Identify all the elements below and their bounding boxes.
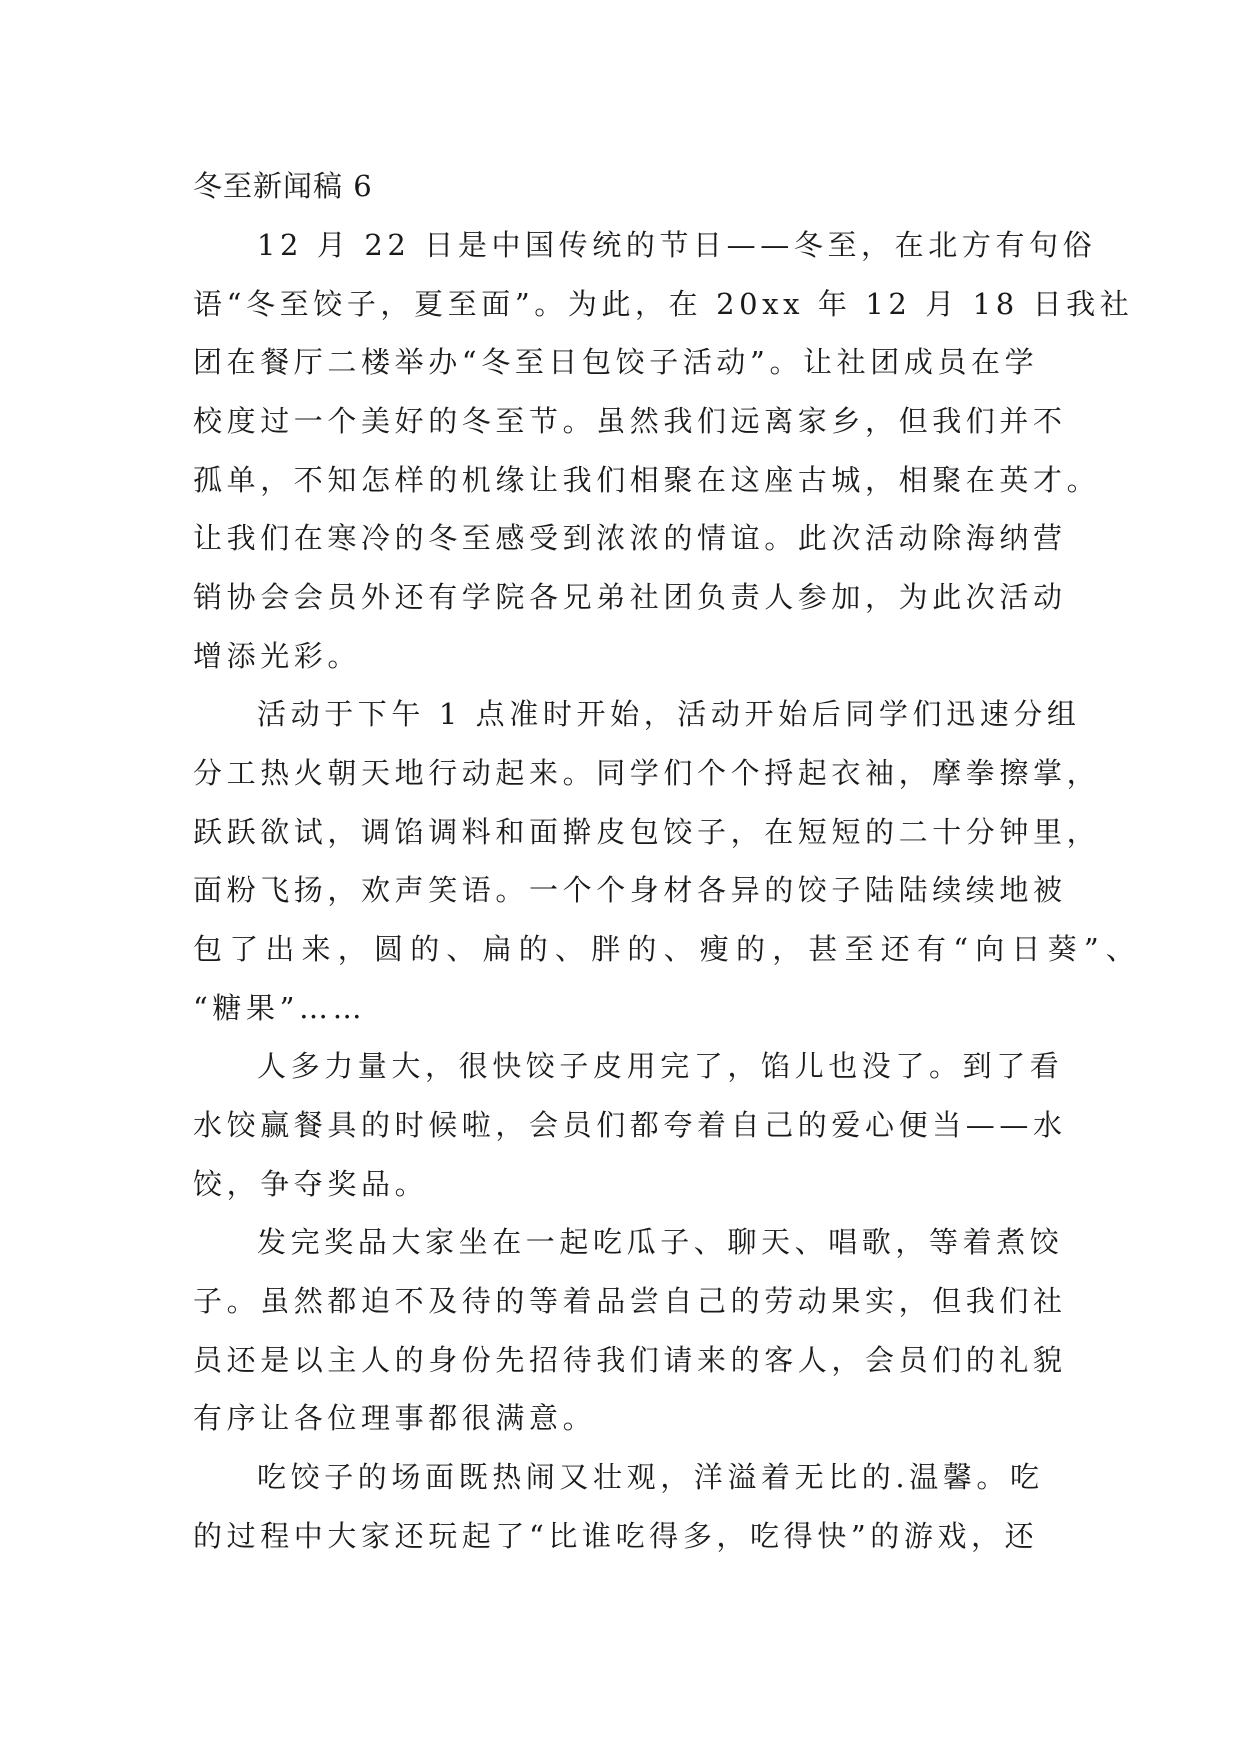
paragraph-line: 子。虽然都迫不及待的等着品尝自己的劳动果实，但我们社 xyxy=(193,1284,1067,1318)
paragraph-line: 面粉飞扬，欢声笑语。一个个身材各异的饺子陆陆续续地被 xyxy=(193,873,1067,907)
paragraph-line: 的过程中大家还玩起了“比谁吃得多，吃得快”的游戏，还 xyxy=(193,1519,1039,1553)
paragraph-line: 语“冬至饺子，夏至面”。为此，在 20xx 年 12 月 18 日我社 xyxy=(193,287,1134,321)
paragraph-line: 跃跃欲试，调馅调料和面擀皮包饺子，在短短的二十分钟里， xyxy=(193,815,1101,849)
paragraph-line: 饺，争夺奖品。 xyxy=(193,1167,429,1201)
paragraph-line: 吃饺子的场面既热闹又壮观，洋溢着无比的.温馨。吃 xyxy=(257,1460,1044,1494)
paragraph-line: 包了出来，圆的、扁的、胖的、瘦的，甚至还有“向日葵”、 xyxy=(193,932,1143,966)
paragraph-line: 销协会会员外还有学院各兄弟社团负责人参加，为此次活动 xyxy=(193,580,1067,614)
paragraph-line: 校度过一个美好的冬至节。虽然我们远离家乡，但我们并不 xyxy=(193,404,1067,438)
paragraph-line: 员还是以主人的身份先招待我们请来的客人，会员们的礼貌 xyxy=(193,1343,1067,1377)
paragraph-line: 12 月 22 日是中国传统的节日——冬至，在北方有句俗 xyxy=(257,228,1097,262)
paragraph-line: 孤单，不知怎样的机缘让我们相聚在这座古城，相聚在英才。 xyxy=(193,463,1101,497)
paragraph-line: “糖果”…… xyxy=(193,991,367,1025)
paragraph-line: 人多力量大，很快饺子皮用完了，馅儿也没了。到了看 xyxy=(257,1049,1064,1083)
document-title: 冬至新闻稿 6 xyxy=(193,169,373,203)
paragraph-line: 分工热火朝天地行动起来。同学们个个捋起衣袖，摩拳擦掌， xyxy=(193,756,1101,790)
paragraph-line: 有序让各位理事都很满意。 xyxy=(193,1401,597,1435)
paragraph-line: 增添光彩。 xyxy=(193,639,362,673)
paragraph-line: 团在餐厅二楼举办“冬至日包饺子活动”。让社团成员在学 xyxy=(193,345,1039,379)
paragraph-line: 活动于下午 1 点准时开始，活动开始后同学们迅速分组 xyxy=(257,697,1081,731)
paragraph-line: 水饺赢餐具的时候啦，会员们都夸着自己的爱心便当——水 xyxy=(193,1108,1067,1142)
paragraph-line: 让我们在寒冷的冬至感受到浓浓的情谊。此次活动除海纳营 xyxy=(193,521,1067,555)
paragraph-line: 发完奖品大家坐在一起吃瓜子、聊天、唱歌，等着煮饺 xyxy=(257,1225,1064,1259)
